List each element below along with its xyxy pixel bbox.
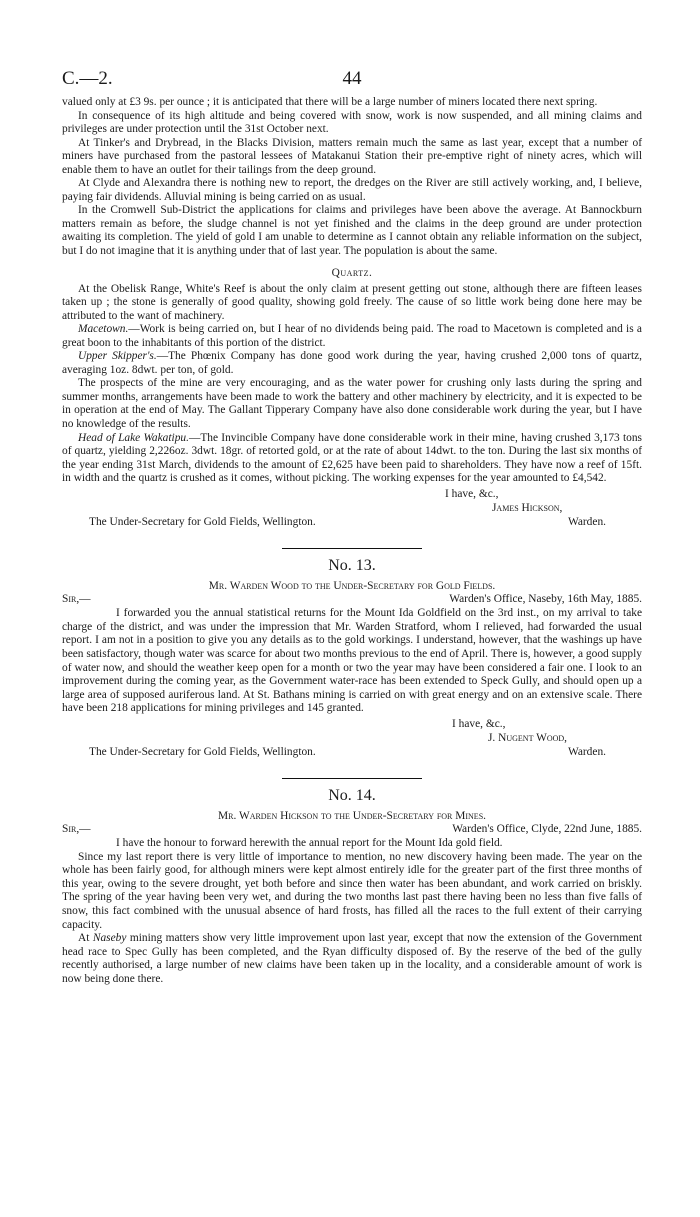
signer-title: Warden. [568, 515, 606, 528]
paragraph-lead: Macetown. [78, 323, 129, 336]
paragraph-lead: Upper Skipper's. [78, 350, 157, 363]
paragraph [62, 323, 642, 350]
paragraph: In the Cromwell Sub-District the applications for claims and privileges have been above the average. At Bannockburn matters remain as before, the sludge channel is not yet finished and the claims in the deep ground are under protection awaiting its completion. The yield of gold I am unable to determine as I cannot obtain any reliable information on the subject, but I do not imagine that it is anything under that of last year. The population is about the same. [62, 204, 642, 258]
paragraph [62, 432, 642, 486]
addressee: The Under-Secretary for Gold Fields, Wellington. [89, 745, 316, 758]
doc-ref: C.—2. [62, 68, 113, 89]
paragraph-text: I have the honour to forward herewith the annual report for the Mount Ida gold field. [116, 837, 503, 850]
letter-heading: Mr. Warden Hickson to the Under-Secretary for Mines. [217, 809, 486, 822]
report-continuation [62, 96, 642, 538]
closing: I have, &c., [445, 487, 499, 500]
paragraph [62, 851, 642, 932]
salutation: Sir,— [62, 593, 91, 606]
salutation: Sir,— [62, 823, 91, 836]
office-date: Warden's Office, Clyde, 22nd June, 1885. [452, 823, 642, 836]
document-page [62, 68, 642, 986]
paragraph: I forwarded you the annual statistical returns for the Mount Ida Goldfield on the 3rd inst., on my arrival to take charge of the district, and was under the impression that Mr. Warden Stratford, whom I relieved, had forwarded the usual report. I am not in a position to give you any details as to the gold workings. I understand, however, that the washings up have been satisfactory, though water was scarce for about two months previous to the end of April. There is, however, a good supply of water now, and should the weather keep open for a month or two the year may have been considered a fair one. I look to an improvement during the coming year, as the Government water-race has been extended to Speck Gully, and should open up a large area of supposed auriferous land. At St. Bathans mining is carried on with great energy and on an extensive scale. There have been 218 applications for mining privileges and 145 granted. [62, 607, 642, 715]
signature-block [62, 486, 642, 538]
signer-title: Warden. [568, 745, 606, 758]
letter-no-13 [62, 557, 642, 768]
letter-number: No. 13. [328, 556, 376, 574]
paragraph: valued only at £3 9s. per ounce ; it is anticipated that there will be a large number of miners located there next spring. [62, 96, 598, 108]
paragraph-lead: Naseby [92, 932, 127, 945]
paragraph [62, 283, 642, 324]
addressee: The Under-Secretary for Gold Fields, Wellington. [89, 515, 316, 528]
quartz-heading: Quartz. [331, 266, 373, 279]
signature-block [62, 716, 642, 768]
paragraph [62, 350, 642, 377]
paragraph-text: —Work is being carried on, but I hear of no dividends being paid. The road to Macetown is completed and is a great boon to the inhabitants of this portion of the district. [62, 323, 642, 349]
paragraph [62, 377, 642, 431]
paragraph-text: —The Phœnix Company has done good work during the year, having crushed 2,000 tons of quartz, averaging 1oz. 8dwt. per ton, of gold. [62, 350, 643, 376]
office-date: Warden's Office, Naseby, 16th May, 1885. [449, 593, 642, 606]
paragraph [62, 837, 642, 851]
salutation-row [62, 593, 642, 607]
running-head [62, 68, 642, 96]
letter-number: No. 14. [328, 786, 376, 804]
closing: I have, &c., [452, 717, 506, 730]
signature: J. Nugent Wood, [488, 731, 568, 744]
section-divider [282, 548, 422, 549]
page-number: 44 [342, 68, 362, 89]
paragraph-prefix: At [78, 932, 93, 945]
paragraph-text: At the Obelisk Range, White's Reef is about the only claim at present getting out stone, although there are fifteen leases taken up ; the stone is generally of good quality, showing gold freely. The cause of so little work being done here may be attributed to the want of machinery. [62, 282, 642, 322]
salutation-row [62, 823, 642, 837]
paragraph: In consequence of its high altitude and being covered with snow, work is now suspended, and all mining claims and privileges are under protection until the 31st October next. [62, 109, 642, 136]
paragraph-text: —The Invincible Company have done considerable work in their mine, having crushed 3,173 tons of quartz, yielding 2,226oz. 3dwt. 18gr. of retorted gold, or at the rate of about 14dwt. to the ton. During the last six months of the year ending 31st March, dividends to the amount of £2,625 have been paid to shareholders. They have now a reef of 15ft. in width and the quartz is crushed as it comes, without picking. The working expenses for the year amounted to £4,542. [62, 431, 642, 485]
paragraph-lead: Head of Lake Wakatipu. [78, 431, 189, 444]
paragraph-text: Since my last report there is very little of importance to mention, no new discovery having been made. The year on the whole has been fairly good, for although miners were kept almost entirely idle for the greater part of the first three months of this year, owing to the severe drought, yet both before and since then water has been abundant, and work carried on briskly. The spring of the year having been very wet, and during the two months last past there having been no less than five falls of snow, this fact combined with the unusual absence of hard frosts, has filled all the races to the full extent of their carrying capacity. [62, 850, 642, 931]
signature: James Hickson, [492, 501, 563, 514]
paragraph-text: The prospects of the mine are very encouraging, and as the water power for crushing only lasts during the spring and summer months, arrangements have been made to work the battery and other machinery by electricity, and it is expected to be in operation at the end of May. The Gallant Tipperary Company have also done considerable work during the year, but I have no knowledge of the results. [62, 377, 642, 431]
letter-heading: Mr. Warden Wood to the Under-Secretary for Gold Fields. [208, 579, 496, 592]
section-divider [282, 778, 422, 779]
paragraph: At Tinker's and Drybread, in the Blacks Division, matters remain much the same as last year, except that a number of miners have purchased from the pastoral lessees of Matakanui Station their pre-emptive right of ninety acres, which will enable them to have an outlet for their tailings from the deep ground. [62, 136, 642, 176]
paragraph [62, 932, 642, 986]
paragraph-text: mining matters show very little improvement upon last year, except that now the extension of the Government head race to Spec Gully has been completed, and the Ryan difficulty disposed of. By the reserve of the bed of the gully recently authorised, a large number of new claims have been taken up in the locality, and a considerable amount of work is now being done there. [62, 932, 642, 985]
letter-no-14 [62, 787, 642, 987]
paragraph: At Clyde and Alexandra there is nothing new to report, the dredges on the River are still actively working, and, I believe, paying fair dividends. Alluvial mining is being carried on as usual. [62, 177, 642, 203]
